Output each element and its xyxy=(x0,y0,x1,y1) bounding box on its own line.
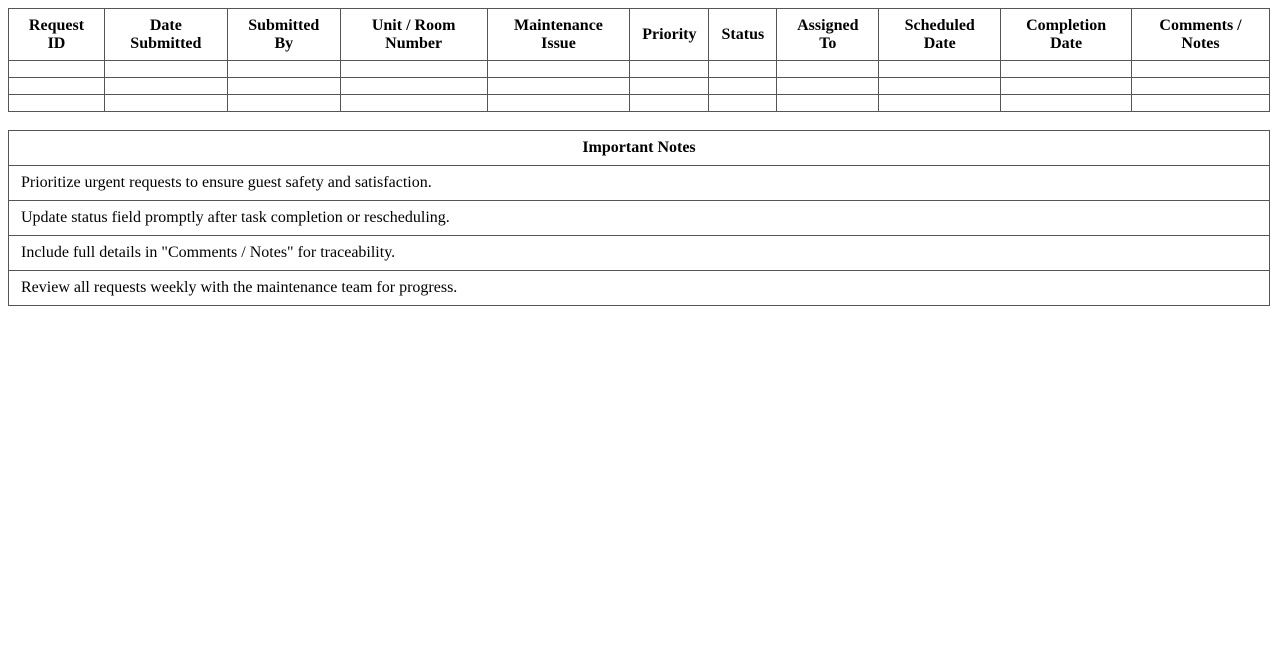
col-request-id: Request ID xyxy=(9,9,105,61)
col-date-submitted: Date Submitted xyxy=(104,9,227,61)
note-row xyxy=(9,271,1270,306)
table-cell[interactable] xyxy=(9,78,105,95)
table-row xyxy=(9,78,1270,95)
table-cell[interactable] xyxy=(630,95,709,112)
table-cell[interactable] xyxy=(487,95,630,112)
table-cell[interactable] xyxy=(9,95,105,112)
col-assigned-to: Assigned To xyxy=(777,9,879,61)
notes-heading: Important Notes xyxy=(9,131,1270,166)
table-cell[interactable] xyxy=(630,61,709,78)
table-cell[interactable] xyxy=(104,78,227,95)
table-cell[interactable] xyxy=(709,78,777,95)
col-maintenance-issue: Maintenance Issue xyxy=(487,9,630,61)
note-item: Update status field promptly after task completion or rescheduling. xyxy=(9,201,1270,236)
table-cell[interactable] xyxy=(104,95,227,112)
table-cell[interactable] xyxy=(709,61,777,78)
table-cell[interactable] xyxy=(630,78,709,95)
col-comments-notes: Comments / Notes xyxy=(1132,9,1270,61)
table-cell[interactable] xyxy=(9,61,105,78)
table-cell[interactable] xyxy=(1132,78,1270,95)
page xyxy=(8,8,1270,306)
table-cell[interactable] xyxy=(340,78,487,95)
col-unit-room-number: Unit / Room Number xyxy=(340,9,487,61)
table-cell[interactable] xyxy=(1001,61,1132,78)
table-cell[interactable] xyxy=(1001,95,1132,112)
table-cell[interactable] xyxy=(340,61,487,78)
important-notes-table xyxy=(8,130,1270,306)
table-cell[interactable] xyxy=(777,78,879,95)
table-cell[interactable] xyxy=(227,95,340,112)
table-cell[interactable] xyxy=(879,61,1001,78)
note-row xyxy=(9,201,1270,236)
col-priority: Priority xyxy=(630,9,709,61)
table-cell[interactable] xyxy=(1001,78,1132,95)
table-cell[interactable] xyxy=(227,61,340,78)
maintenance-requests-table xyxy=(8,8,1270,112)
note-row xyxy=(9,166,1270,201)
table-cell[interactable] xyxy=(1132,95,1270,112)
table-row xyxy=(9,95,1270,112)
note-row xyxy=(9,236,1270,271)
table-cell[interactable] xyxy=(227,78,340,95)
table-cell[interactable] xyxy=(777,95,879,112)
table-cell[interactable] xyxy=(709,95,777,112)
note-item: Review all requests weekly with the maintenance team for progress. xyxy=(9,271,1270,306)
notes-header-row xyxy=(9,131,1270,166)
table-cell[interactable] xyxy=(777,61,879,78)
table-row xyxy=(9,61,1270,78)
col-status: Status xyxy=(709,9,777,61)
table-cell[interactable] xyxy=(340,95,487,112)
table-cell[interactable] xyxy=(879,95,1001,112)
table-cell[interactable] xyxy=(879,78,1001,95)
header-row xyxy=(9,9,1270,61)
note-item: Include full details in "Comments / Notes" for traceability. xyxy=(9,236,1270,271)
table-cell[interactable] xyxy=(1132,61,1270,78)
col-submitted-by: Submitted By xyxy=(227,9,340,61)
col-completion-date: Completion Date xyxy=(1001,9,1132,61)
note-item: Prioritize urgent requests to ensure guest safety and satisfaction. xyxy=(9,166,1270,201)
col-scheduled-date: Scheduled Date xyxy=(879,9,1001,61)
table-cell[interactable] xyxy=(487,61,630,78)
table-cell[interactable] xyxy=(487,78,630,95)
table-cell[interactable] xyxy=(104,61,227,78)
